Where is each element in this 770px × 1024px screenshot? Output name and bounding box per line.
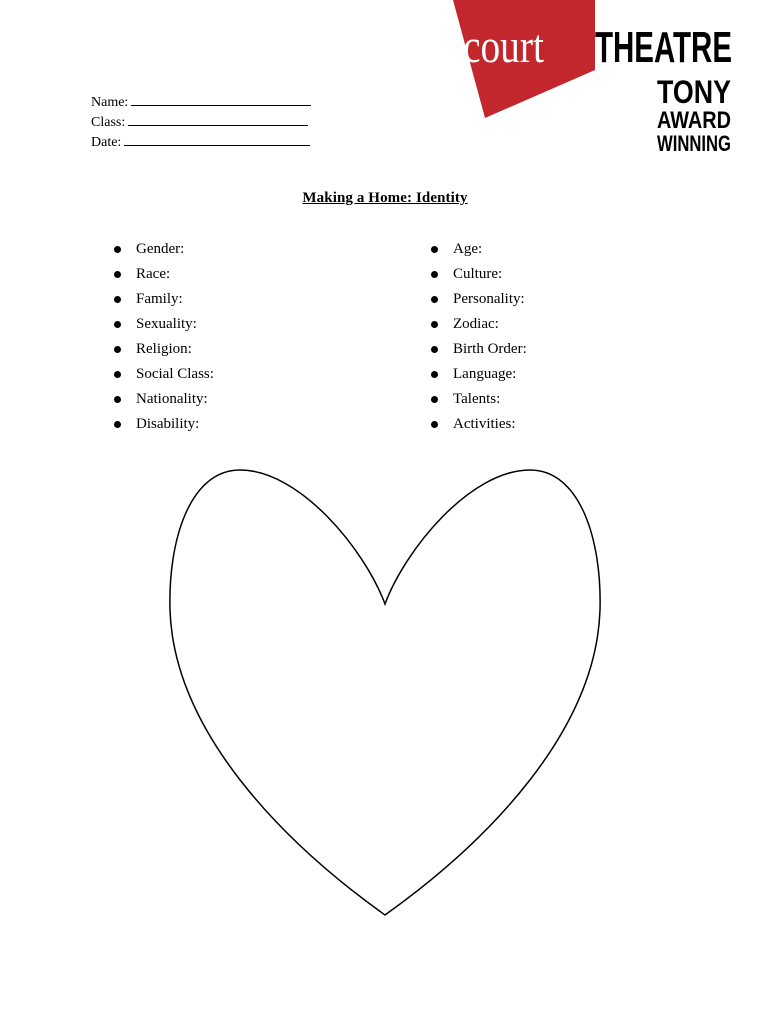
date-field[interactable]: [91, 132, 311, 152]
list-item: [431, 362, 527, 387]
logo-court-text: court: [463, 20, 544, 73]
list-item-label: Talents:: [453, 391, 501, 407]
name-line[interactable]: [131, 92, 311, 106]
list-item: [114, 262, 214, 287]
bullet-icon: [431, 246, 438, 253]
bullet-icon: [431, 321, 438, 328]
list-item-label: Sexuality:: [136, 316, 197, 332]
list-item: [114, 387, 214, 412]
bullet-icon: [114, 371, 121, 378]
list-item: [431, 237, 527, 262]
identity-list-right: [431, 237, 527, 437]
bullet-icon: [114, 421, 121, 428]
list-item: [431, 337, 527, 362]
list-item-label: Nationality:: [136, 391, 208, 407]
list-item-label: Activities:: [453, 416, 516, 432]
list-item: [431, 287, 527, 312]
bullet-icon: [431, 346, 438, 353]
list-item: [114, 337, 214, 362]
list-item-label: Culture:: [453, 266, 503, 282]
bullet-icon: [431, 271, 438, 278]
logo-tony-text: TONY: [657, 74, 731, 110]
bullet-icon: [114, 296, 121, 303]
list-item: [114, 362, 214, 387]
class-field[interactable]: [91, 112, 311, 132]
list-item-label: Language:: [453, 366, 517, 382]
court-theatre-logo: [445, 0, 745, 155]
list-item: [114, 412, 214, 437]
logo-award-text: AWARD: [657, 107, 731, 134]
class-label: Class:: [91, 115, 126, 130]
list-item: [114, 287, 214, 312]
bullet-icon: [114, 271, 121, 278]
date-label: Date:: [91, 135, 122, 150]
name-label: Name:: [91, 95, 129, 110]
list-item: [431, 387, 527, 412]
bullet-icon: [114, 346, 121, 353]
date-line[interactable]: [124, 132, 310, 146]
list-item-label: Disability:: [136, 416, 200, 432]
bullet-icon: [114, 396, 121, 403]
student-info-fields: [91, 92, 311, 152]
identity-list-left: [114, 237, 214, 437]
list-item-label: Social Class:: [136, 366, 214, 382]
logo-winning-text: WINNING: [657, 131, 731, 155]
bullet-icon: [431, 396, 438, 403]
list-item: [431, 412, 527, 437]
list-item: [114, 312, 214, 337]
list-item-label: Religion:: [136, 341, 192, 357]
page-title: Making a Home: Identity: [302, 190, 468, 206]
list-item: [114, 237, 214, 262]
logo-theatre-text: THEATRE: [595, 23, 732, 72]
bullet-icon: [431, 371, 438, 378]
bullet-icon: [114, 246, 121, 253]
bullet-icon: [431, 421, 438, 428]
list-item-label: Family:: [136, 291, 183, 307]
list-item-label: Race:: [136, 266, 171, 282]
list-item-label: Age:: [453, 241, 483, 257]
list-item: [431, 262, 527, 287]
class-line[interactable]: [128, 112, 308, 126]
bullet-icon: [431, 296, 438, 303]
name-field[interactable]: [91, 92, 311, 112]
heart-outline-icon[interactable]: [160, 460, 610, 925]
list-item-label: Gender:: [136, 241, 185, 257]
list-item-label: Personality:: [453, 291, 525, 307]
list-item-label: Birth Order:: [453, 341, 527, 357]
bullet-icon: [114, 321, 121, 328]
list-item-label: Zodiac:: [453, 316, 499, 332]
list-item: [431, 312, 527, 337]
